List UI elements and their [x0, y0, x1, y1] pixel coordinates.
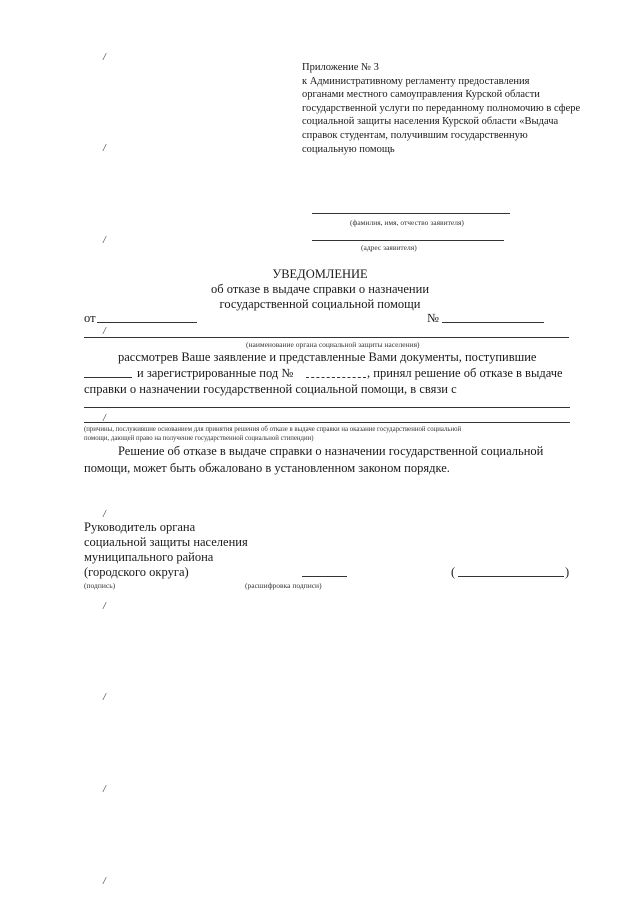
margin-mark-8: / [103, 692, 106, 703]
appendix-title: Приложение № 3 [302, 62, 379, 73]
appeal-line-1: Решение об отказе в выдаче справки о назначении государственной социальной [118, 444, 544, 458]
margin-mark-5: / [103, 413, 106, 424]
from-label: от [84, 311, 96, 325]
decoding-bracket-open: ( [451, 565, 456, 579]
applicant-address-line [312, 240, 504, 241]
appendix-line: социальную помощь [302, 143, 395, 155]
body-line-1: рассмотрев Ваше заявление и представленные Вами документы, поступившие [118, 350, 537, 364]
signature-line [302, 576, 347, 577]
notice-subtitle-1: об отказе в выдаче справки о назначении [210, 282, 430, 296]
appendix-line: к Административному регламенту предоставления [302, 75, 530, 87]
signature-title-line-3: муниципального района [84, 550, 214, 564]
applicant-name-line [312, 213, 510, 214]
authority-caption: (наименование органа социальной защиты населения) [246, 340, 420, 349]
body-line-2-b: , принял решение об отказе в выдаче [367, 366, 563, 380]
margin-mark-10: / [103, 876, 106, 887]
signature-title-line-2: социальной защиты населения [84, 535, 248, 549]
reasons-caption-1: (причины, послужившие основанием для принятия решения об отказе в выдаче справки на оказание государственной социальной [84, 426, 462, 433]
number-line [442, 322, 544, 323]
body-line-3: справки о назначении государственной социальной помощи, в связи с [84, 382, 457, 396]
appendix-block [302, 61, 602, 156]
decoding-caption: (расшифровка подписи) [245, 581, 322, 590]
appendix-line: справок студентам, получившим государственную [302, 129, 528, 141]
decoding-bracket-close: ) [565, 565, 570, 579]
applicant-name-caption: (фамилия, имя, отчество заявителя) [350, 218, 464, 227]
reasons-line-2 [84, 422, 570, 423]
appeal-line-2: помощи, может быть обжаловано в установленном законом порядке. [84, 461, 450, 475]
signature-caption: (подпись) [84, 581, 116, 590]
margin-mark-2: / [103, 143, 106, 154]
body-line-2-a: и зарегистрированные под № [137, 366, 294, 380]
margin-mark-6: / [103, 509, 106, 520]
margin-mark-4: / [103, 326, 106, 337]
margin-mark-1: / [103, 52, 106, 63]
applicant-address-caption: (адрес заявителя) [361, 243, 417, 252]
date-line [97, 322, 197, 323]
registration-number-line [306, 377, 366, 378]
decoding-line [458, 576, 564, 577]
notice-title: УВЕДОМЛЕНИЕ [272, 267, 368, 281]
appendix-line: социальной защиты населения Курской области «Выдача [302, 116, 559, 128]
number-label: № [427, 311, 439, 325]
signature-title-line-1: Руководитель органа [84, 520, 196, 534]
margin-mark-3: / [103, 235, 106, 246]
margin-mark-9: / [103, 784, 106, 795]
received-date-line [84, 377, 132, 378]
reasons-caption-2: помощи, дающей право на получение государственной социальной стипендии) [84, 435, 314, 442]
margin-mark-7: / [103, 601, 106, 612]
notice-subtitle-2: государственной социальной помощи [219, 297, 421, 311]
signature-title-line-4: (городского округа) [84, 565, 189, 579]
reasons-line-1 [84, 407, 570, 408]
authority-line [84, 337, 569, 338]
appendix-line: органами местного самоуправления Курской области [302, 89, 540, 101]
appendix-line: государственной услуги по переданному полномочию в сфере [302, 102, 581, 114]
